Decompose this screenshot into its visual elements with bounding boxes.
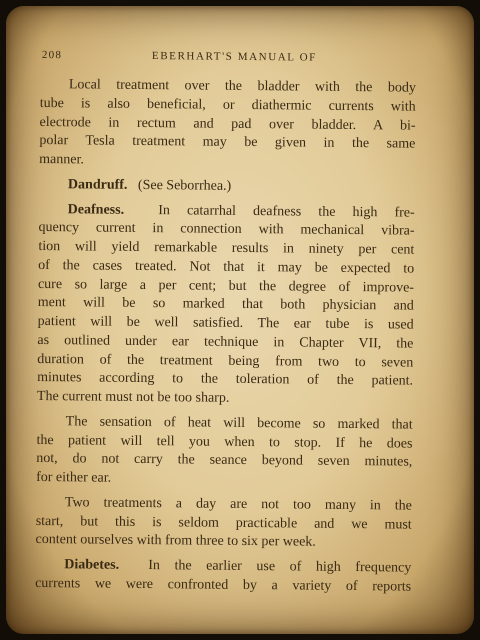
page-number: 208 [41,49,63,62]
text-line: as outlined under ear technique in Chapter VII, the [37,332,414,352]
entry-dandruff [39,176,415,198]
page-header [41,49,422,64]
text-line: tube is also beneficial, or diathermic currents with [39,95,416,115]
text-line: polar Tesla treatment may be given in the same [39,133,416,152]
text-line: patient will be well satisfied. The ear tube is used [37,313,414,333]
text-line: The sensation of heat will become so marked that [65,414,413,433]
text-line: Local treatment over the bladder with the body [68,77,416,96]
text-line: for either ear. [36,469,112,486]
text-line: electrode in rectum and pad over bladder. A bi- [39,114,416,134]
page-body [35,76,416,597]
text-line: of the cases treated. Not that it may be expected to [38,257,415,277]
text-line: the patient will tell you when to stop. If he does [36,432,413,452]
text-line: not, do not carry the seance beyond seven minutes, [36,451,413,470]
text-line: ment will be so marked that both physician and [37,295,414,314]
text-line: Two treatments a day are not too many in the [64,495,412,514]
entry-term: Diabetes. [64,557,120,573]
text-line: tion will yield remarkable results in ninety per cent [38,238,415,258]
text-line: (See Seborrhea.) [137,177,232,194]
entry-term: Dandruff. [67,177,128,193]
book-page [6,6,474,634]
running-head: EBERHART'S MANUAL OF [151,50,317,64]
text-line: In catarrhal deafness the high fre- [158,202,415,221]
text-line: The current must not be too sharp. [36,388,230,406]
text-line: In the earlier use of high frequency [148,558,412,576]
text-line: minutes according to the toleration of the patient. [37,370,414,389]
text-line: duration of the treatment being from two to seven [37,351,414,371]
entry-term: Deafness. [67,201,125,218]
text-line: quency current in connection with mechanical vibra- [38,220,415,239]
text-line: content ourselves with from three to six per week. [35,532,316,550]
text-line: cure so large a per cent; but the degree of improve- [37,276,415,296]
text-line: start, but this is seldom practicable and we must [35,513,412,533]
text-line: manner. [39,151,84,168]
text-line: currents we were confronted by a variety of reports [35,575,412,595]
